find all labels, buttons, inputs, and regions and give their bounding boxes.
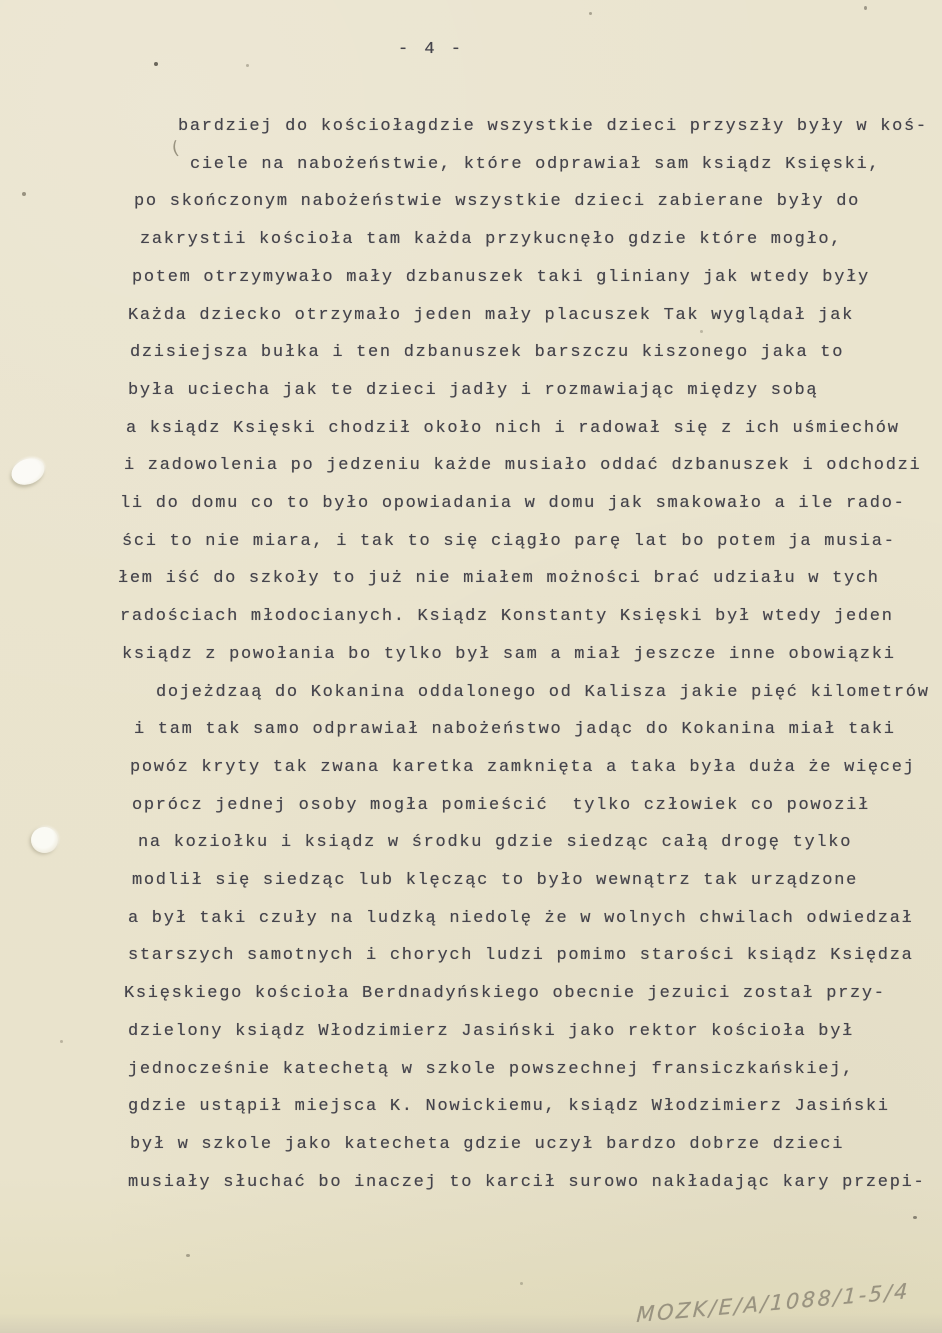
text-line: Każda dziecko otrzymało jeden mały placuszek Tak wyglądał jak	[128, 305, 855, 325]
paper-hole-bottom	[31, 827, 58, 853]
text-line: bardziej do kościołagdzie wszystkie dzieci przyszły były w koś-	[178, 117, 928, 136]
paper-speck	[864, 6, 867, 10]
paper-speck	[246, 64, 249, 67]
paper-speck	[186, 1254, 190, 1257]
archive-reference-handwritten: MOZK/E/A/1088/1-5/4	[635, 1278, 911, 1328]
paper-speck	[154, 62, 158, 66]
text-line: ksiądz z powołania bo tylko był sam a miał jeszcze inne obowiązki	[122, 644, 896, 664]
text-line: i tam tak samo odprawiał nabożeństwo jadąc do Kokanina miał taki	[134, 720, 896, 740]
text-line: gdzie ustąpił miejsca K. Nowickiemu, ksiądz Włodzimierz Jasiński	[128, 1097, 890, 1117]
text-line: dzisiejsza bułka i ten dzbanuszek barszczu kiszonego jaka to	[130, 343, 845, 363]
text-line: oprócz jednej osoby mogła pomieścić tylko człowiek co powoził	[132, 795, 870, 815]
text-line: powóz kryty tak zwana karetka zamknięta a taka była duża że więcej	[130, 757, 916, 777]
text-line: li do domu co to było opowiadania w domu jak smakowało a ile rado-	[120, 494, 906, 514]
text-line: modlił się siedząc lub klęcząc to było wewnątrz tak urządzone	[132, 871, 859, 891]
page-number: - 4 -	[397, 40, 464, 59]
text-line: był w szkole jako katecheta gdzie uczył bardzo dobrze dzieci	[130, 1134, 845, 1154]
text-line: ciele na nabożeństwie, które odprawiał sam ksiądz Księski,	[190, 154, 881, 174]
paper-speck	[700, 330, 703, 333]
text-line: zakrystii kościoła tam każda przykucnęło gdzie które mogło,	[140, 230, 843, 250]
paper-speck	[589, 12, 592, 15]
paper-speck	[22, 192, 26, 196]
text-line: Księskiego kościoła Berdnadyńskiego obecnie jezuici został przy-	[124, 984, 886, 1004]
text-line: musiały słuchać bo inaczej to karcił surowo nakładając kary przepi-	[128, 1172, 926, 1192]
text-line: potem otrzymywało mały dzbanuszek taki gliniany jak wtedy były	[132, 267, 870, 287]
text-line: starszych samotnych i chorych ludzi pomimo starości ksiądz Księdza	[128, 946, 914, 966]
text-line: była uciecha jak te dzieci jadły i rozmawiając między sobą	[128, 380, 819, 400]
paper-hole-top	[8, 454, 49, 490]
text-line: ści to nie miara, i tak to się ciągło parę lat bo potem ja musia-	[122, 531, 896, 551]
text-line: łem iść do szkoły to już nie miałem możności brać udziału w tych	[118, 569, 880, 589]
text-line: po skończonym nabożeństwie wszystkie dzieci zabierane były do	[134, 192, 861, 212]
text-line: dzielony ksiądz Włodzimierz Jasiński jako rektor kościoła był	[128, 1021, 855, 1041]
text-line: radościach młodocianych. Ksiądz Konstanty Księski był wtedy jeden	[120, 607, 894, 627]
paper-speck	[520, 1282, 523, 1285]
typewritten-text	[118, 108, 942, 1201]
text-line: jednocześnie katechetą w szkole powszechnej fransiczkańskiej,	[128, 1059, 855, 1079]
text-line: i zadowolenia po jedzeniu każde musiało oddać dzbanuszek i odchodzi	[124, 456, 922, 476]
text-line: a był taki czuły na ludzką niedolę że w wolnych chwilach odwiedzał	[128, 908, 914, 928]
paper-speck	[913, 1216, 917, 1219]
text-line: dojeżdzaą do Kokanina oddalonego od Kalisza jakie pięć kilometrów	[156, 682, 930, 702]
text-line: a ksiądz Księski chodził około nich i radował się z ich uśmiechów	[126, 418, 900, 438]
pencil-mark: (	[170, 137, 181, 160]
paper-speck	[60, 1040, 63, 1043]
text-line: na koziołku i ksiądz w środku gdzie siedząc całą drogę tylko	[138, 833, 853, 853]
